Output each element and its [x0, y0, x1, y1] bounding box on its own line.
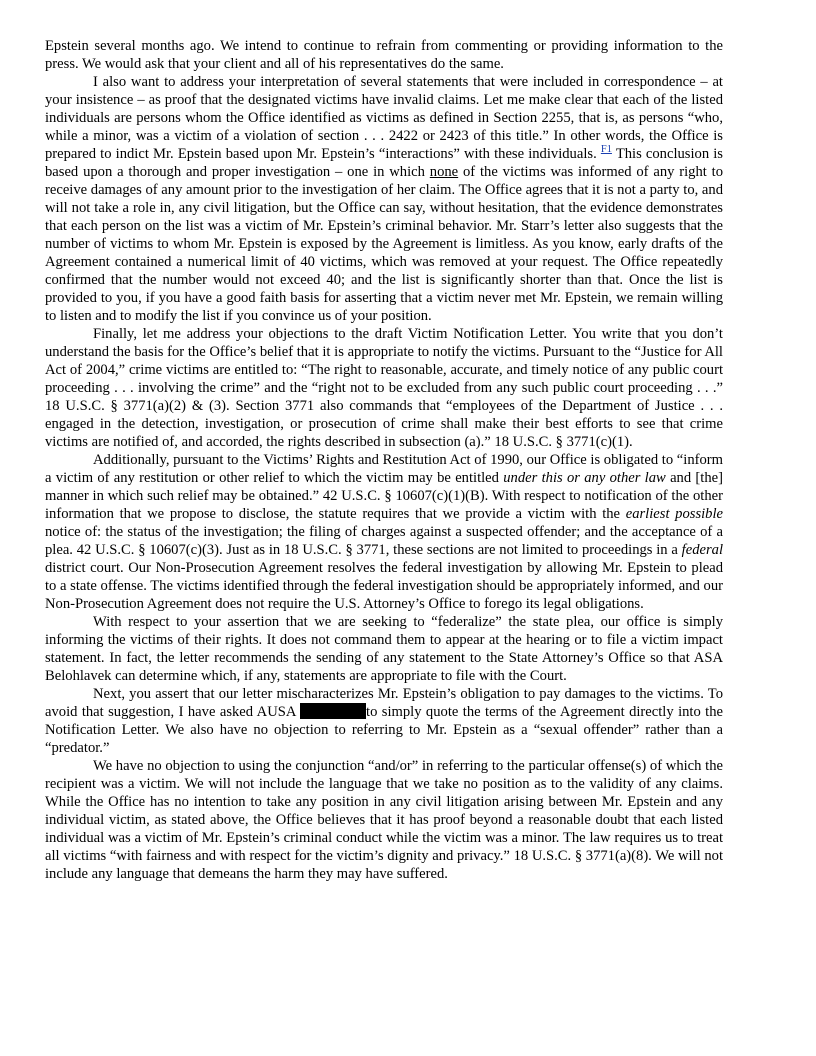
- paragraph-notification-letter: Finally, let me address your objections to the draft Victim Notification Letter. You write that you don’t understand the basis for the Office’s belief that it is appropriate to notify the victims. Pursuant to the “Justice for All Act of 2004,” crime victims are entitled to: “The right to reasonable, accurate, and timely notice of any public court proceeding . . . involving the crime” and the “right not to be excluded from any such public court proceeding . . .” 18 U.S.C. § 3771(a)(2) & (3). Section 3771 also commands that “employees of the Department of Justice . . . engaged in the detection, investigation, or prosecution of crime shall make their best efforts to see that crime victims are notified of, and accorded, the rights described in subsection (a).” 18 U.S.C. § 3771(c)(1).: [45, 326, 723, 450]
- restitution-text-b: and [the] manner in which such relief may be obtained.” 42 U.S.C. § 10607(c)(1)(B). With respect to notification of the other information that we propose to disclose, the statute requires that we provide a victim with the: [45, 470, 723, 522]
- paragraph-press-statement: Epstein several months ago. We intend to continue to refrain from commenting or providing information to the press. We would ask that your client and all of his representatives do the same.: [45, 38, 723, 72]
- italic-under-this-law: under this or any other law: [503, 470, 666, 486]
- victim-claims-text-a: I also want to address your interpretation of several statements that were included in correspondence – at your insistence – as proof that the designated victims have invalid claims. Let me make clear that each of the listed individuals are persons whom the Office identified as victims as defined in Section 2255, that is, as persons “who, while a minor, was a victim of a violation of section . . . 2422 or 2423 of this title.” In other words, the Office is prepared to indict Mr. Epstein based upon Mr. Epstein’s “interactions” with these individuals.: [45, 74, 723, 162]
- underlined-none: none: [429, 164, 459, 180]
- restitution-text-c: notice of: the status of the investigation; the filing of charges against a suspected offender; and the acceptance of a plea. 42 U.S.C. § 10607(c)(3). Just as in 18 U.S.C. § 3771, these sections are not limited to proceedings in a: [45, 524, 723, 558]
- victim-claims-text-b: This conclusion is based upon a thorough and proper investigation – one in which: [45, 146, 723, 180]
- victim-claims-text-c: of the victims was informed of any right to receive damages of any amount prior to the investigation of her claim. The Office agrees that it is not a party to, and will not take a role in, any civil litigation, but the Office can say, without hesitation, that the evidence demonstrates that each person on the list was a victim of Mr. Epstein’s criminal behavior. Mr. Starr’s letter also suggests that the number of victims to whom Mr. Epstein is exposed by the Agreement is limitless. As you know, early drafts of the Agreement contained a numerical limit of 40 victims, which was removed at your request. The Office repeatedly confirmed that the number would not exceed 40; and the list is significantly shorter than that. Once the list is provided to you, if you have a good faith basis for asserting that a victim never met Mr. Epstein, we remain willing to listen and to modify the list if you convince us of your position.: [45, 164, 724, 324]
- paragraph-conjunction: We have no objection to using the conjunction “and/or” in referring to the particular offense(s) of which the recipient was a victim. We will not include the language that we take no position as to the validity of any claims. While the Office has no intention to take any position in any civil litigation arising between Mr. Epstein and any individual victim, as stated above, the Office believes that it has proof beyond a reasonable doubt that each listed individual was a victim of Mr. Epstein’s criminal conduct while the victim was a minor. The law requires us to treat all victims “with fairness and with respect for the victim’s dignity and privacy.” 18 U.S.C. § 3771(a)(8). We will not include any language that demeans the harm they may have suffered.: [45, 758, 723, 882]
- damages-text-b: to simply quote the terms of the Agreement directly into the Notification Letter. We also have no objection to referring to Mr. Epstein as a “sexual offender” rather than a “predator.”: [45, 704, 724, 756]
- paragraph-damages: [45, 685, 723, 757]
- redaction-block: [300, 703, 366, 719]
- restitution-text-d: district court. Our Non-Prosecution Agreement resolves the federal investigation by allowing Mr. Epstein to plead to a state offense. The victims identified through the federal investigation should be appropriately informed, and our Non-Prosecution Agreement does not require the U.S. Attorney’s Office to forego its legal obligations.: [45, 560, 723, 612]
- paragraph-victim-claims: [45, 73, 723, 325]
- letter-body: [45, 37, 723, 883]
- italic-earliest-possible: earliest possible: [625, 506, 724, 522]
- restitution-text-a: Additionally, pursuant to the Victims’ Rights and Restitution Act of 1990, our Office is obligated to “inform a victim of any restitution or other relief to which the victim may be entitled: [45, 452, 723, 486]
- paragraph-federalize: With respect to your assertion that we are seeking to “federalize” the state plea, our office is simply informing the victims of their rights. It does not command them to appear at the hearing or to file a victim impact statement. In fact, the letter recommends the sending of any statement to the State Attorney’s Office so that ASA Belohlavek can determine which, if any, statements are appropriate to file with the Court.: [45, 614, 723, 684]
- damages-text-a: Next, you assert that our letter mischaracterizes Mr. Epstein’s obligation to pay damages to the victims. To avoid that suggestion, I have asked AUSA: [45, 686, 723, 720]
- paragraph-restitution-act: [45, 451, 723, 613]
- italic-federal: federal: [681, 542, 723, 558]
- footnote-link[interactable]: F1: [600, 144, 612, 156]
